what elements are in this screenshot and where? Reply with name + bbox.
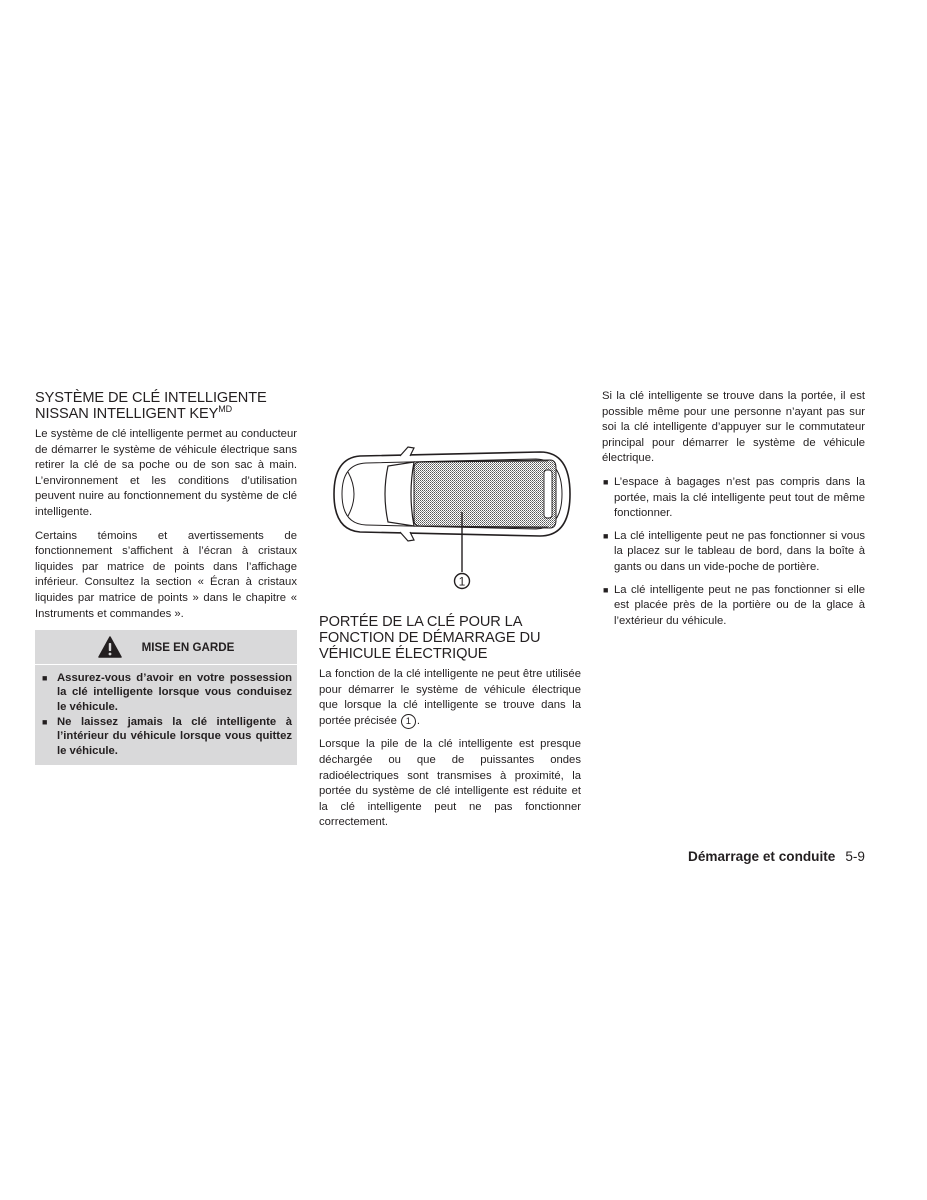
- left-column: [35, 390, 297, 765]
- page-footer: [688, 849, 865, 865]
- diagram-callout-label: 1: [458, 574, 466, 589]
- caution-item: ■ Assurez-vous d’avoir en votre possession la clé intelligente lorsque vous conduisez le véhicule.: [42, 672, 292, 713]
- page-number: 5-9: [845, 849, 865, 864]
- trademark-superscript: MD: [218, 404, 233, 414]
- paragraph: Si la clé intelligente se trouve dans la portée, il est possible même pour une personne n’ayant pas sur soi la clé intelligente d’appuyer sur le commutateur principal pour démarrer le système de véhicule électrique.: [602, 390, 865, 465]
- bullet-item: ■ L’espace à bagages n’est pas compris dans la portée, mais la clé intelligente peut tout de même fonctionner.: [603, 475, 865, 520]
- heading-line: NISSAN INTELLIGENT KEY: [35, 406, 219, 422]
- caution-list: [40, 671, 292, 758]
- paragraph: Lorsque la pile de la clé intelligente est presque déchargée ou que de puissantes ondes radioélectriques sont transmises à proximité, la portée du système de clé intelligente est réduite et la clé intelligente peut ne pas fonctionner correctement.: [319, 738, 581, 829]
- section-heading-key-range: [319, 614, 581, 662]
- callout-reference: 1: [401, 714, 416, 729]
- key-range-vehicle-diagram: [330, 444, 574, 592]
- caution-item: ■ Ne laissez jamais la clé intelligente à l’intérieur du véhicule lorsque vous quittez le véhicule.: [42, 716, 292, 757]
- paragraph: Certains témoins et avertissements de fonctionnement s’affichent à l’écran à cristaux liquides par matrice de points dans l’affichage inférieur. Consultez la section « Écran à cristaux liquides par matrice de points » dans le chapitre « Instruments et commandes ».: [35, 529, 297, 620]
- caution-header: [35, 630, 297, 665]
- warning-triangle-icon: [98, 636, 122, 658]
- right-column: [602, 389, 865, 636]
- heading-line: PORTÉE DE LA CLÉ POUR LA: [319, 614, 523, 630]
- heading-line: SYSTÈME DE CLÉ INTELLIGENTE: [35, 390, 267, 406]
- section-heading-intelligent-key: [35, 390, 297, 422]
- caution-box: [35, 630, 297, 765]
- heading-line: VÉHICULE ÉLECTRIQUE: [319, 646, 488, 662]
- heading-line: FONCTION DE DÉMARRAGE DU: [319, 630, 541, 646]
- bullet-item: ■ La clé intelligente peut ne pas fonctionner si vous la placez sur le tableau de bord, dans la boîte à gants ou dans un vide-poche de portière.: [603, 529, 865, 573]
- middle-column: [319, 614, 581, 839]
- chapter-title: Démarrage et conduite: [688, 849, 836, 864]
- paragraph: La fonction de la clé intelligente ne peut être utilisée pour démarrer le système de véhicule électrique que lorsque la clé intelligente se trouve dans la portée précisée 1 .: [319, 668, 581, 727]
- bullet-item: ■ La clé intelligente peut ne pas fonctionner si elle est placée près de la portière ou de la glace à l’extérieur du véhicule.: [603, 583, 865, 627]
- caution-title: MISE EN GARDE: [141, 640, 235, 654]
- bullet-list: [602, 475, 865, 629]
- paragraph: Le système de clé intelligente permet au conducteur de démarrer le système de véhicule électrique sans retirer la clé de sa poche ou de son sac à main. L’environnement et les conditions d’utilisation peuvent nuire au fonctionnement du système de clé intelligente.: [35, 428, 297, 518]
